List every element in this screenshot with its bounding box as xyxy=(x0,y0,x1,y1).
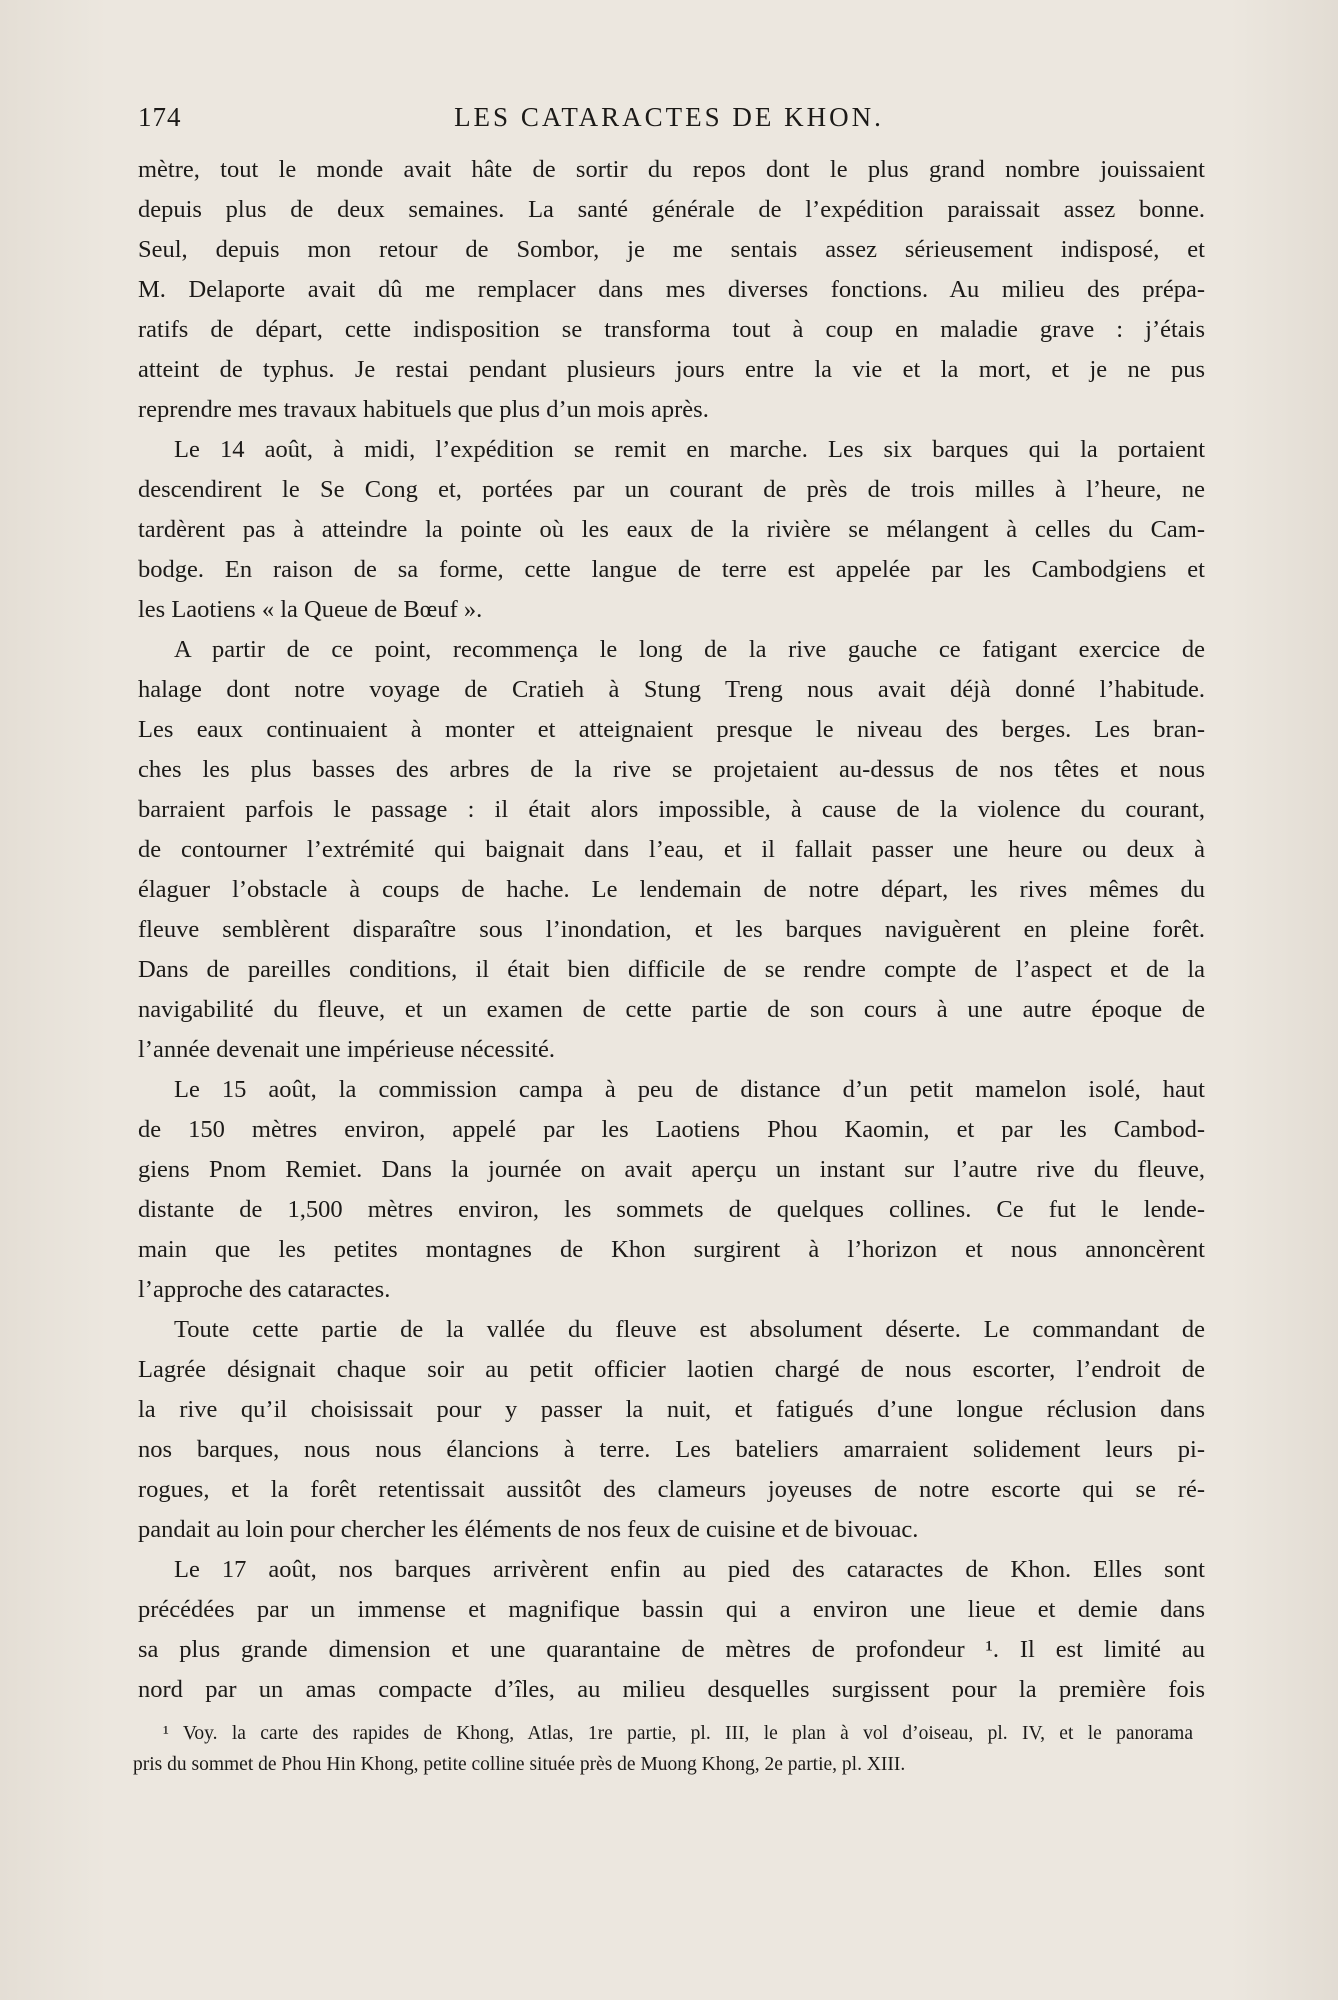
text-line: élaguer l’obstacle à coups de hache. Le lendemain de notre départ, les rives mêmes du xyxy=(138,876,1205,903)
paragraph xyxy=(138,150,1205,430)
footnote-line: ¹ Voy. la carte des rapides de Khong, Atlas, 1re partie, pl. III, le plan à vol d’oiseau, pl. IV, et le panorama xyxy=(163,1723,1193,1744)
text-line: ratifs de départ, cette indisposition se transforma tout à coup en maladie grave : j’étais xyxy=(138,316,1205,343)
text-line: Le 14 août, à midi, l’expédition se remit en marche. Les six barques qui la portaient xyxy=(174,436,1205,463)
text-line: giens Pnom Remiet. Dans la journée on avait aperçu un instant sur l’autre rive du fleuve, xyxy=(138,1156,1205,1183)
paragraph xyxy=(138,1070,1205,1310)
footnote-line: pris du sommet de Phou Hin Khong, petite colline située près de Muong Khong, 2e partie, pl. XIII. xyxy=(133,1754,906,1775)
text-line: l’année devenait une impérieuse nécessité. xyxy=(138,1036,555,1063)
text-line: descendirent le Se Cong et, portées par un courant de près de trois milles à l’heure, ne xyxy=(138,476,1205,503)
text-line: bodge. En raison de sa forme, cette langue de terre est appelée par les Cambodgiens et xyxy=(138,556,1205,583)
text-line: précédées par un immense et magnifique bassin qui a environ une lieue et demie dans xyxy=(138,1596,1205,1623)
text-line: barraient parfois le passage : il était alors impossible, à cause de la violence du courant, xyxy=(138,796,1205,823)
text-line: distante de 1,500 mètres environ, les sommets de quelques collines. Ce fut le lende- xyxy=(138,1196,1205,1223)
text-line: main que les petites montagnes de Khon surgirent à l’horizon et nous annoncèrent xyxy=(138,1236,1205,1263)
footnote xyxy=(133,1718,1193,1780)
text-line: fleuve semblèrent disparaître sous l’inondation, et les barques naviguèrent en pleine forêt. xyxy=(138,916,1205,943)
paragraph xyxy=(138,1310,1205,1550)
text-line: tardèrent pas à atteindre la pointe où les eaux de la rivière se mélangent à celles du Cam- xyxy=(138,516,1205,543)
text-line: sa plus grande dimension et une quarantaine de mètres de profondeur ¹. Il est limité au xyxy=(138,1636,1205,1663)
text-line: nord par un amas compacte d’îles, au milieu desquelles surgissent pour la première fois xyxy=(138,1676,1205,1703)
body-text xyxy=(138,150,1205,1710)
text-line: Dans de pareilles conditions, il était bien difficile de se rendre compte de l’aspect et de la xyxy=(138,956,1205,983)
running-head: LES CATARACTES DE KHON. xyxy=(454,102,884,132)
page-number: 174 xyxy=(138,102,182,132)
text-line: l’approche des cataractes. xyxy=(138,1276,391,1303)
text-line: Les eaux continuaient à monter et atteignaient presque le niveau des berges. Les bran- xyxy=(138,716,1205,743)
text-line: halage dont notre voyage de Cratieh à Stung Treng nous avait déjà donné l’habitude. xyxy=(138,676,1205,703)
text-line: pandait au loin pour chercher les éléments de nos feux de cuisine et de bivouac. xyxy=(138,1516,919,1543)
text-line: A partir de ce point, recommença le long de la rive gauche ce fatigant exercice de xyxy=(174,636,1205,663)
text-line: Le 17 août, nos barques arrivèrent enfin au pied des cataractes de Khon. Elles sont xyxy=(174,1556,1205,1583)
text-line: navigabilité du fleuve, et un examen de cette partie de son cours à une autre époque de xyxy=(138,996,1205,1023)
text-line: nos barques, nous nous élancions à terre. Les bateliers amarraient solidement leurs pi- xyxy=(138,1436,1205,1463)
text-line: rogues, et la forêt retentissait aussitôt des clameurs joyeuses de notre escorte qui se ré- xyxy=(138,1476,1205,1503)
text-line: reprendre mes travaux habituels que plus d’un mois après. xyxy=(138,396,709,423)
text-line: M. Delaporte avait dû me remplacer dans mes diverses fonctions. Au milieu des prépa- xyxy=(138,276,1205,303)
paragraph xyxy=(138,1550,1205,1710)
text-line: Toute cette partie de la vallée du fleuve est absolument déserte. Le commandant de xyxy=(174,1316,1205,1343)
text-line: Lagrée désignait chaque soir au petit officier laotien chargé de nous escorter, l’endroit de xyxy=(138,1356,1205,1383)
text-line: ches les plus basses des arbres de la rive se projetaient au-dessus de nos têtes et nous xyxy=(138,756,1205,783)
text-line: atteint de typhus. Je restai pendant plusieurs jours entre la vie et la mort, et je ne pus xyxy=(138,356,1205,383)
text-line: les Laotiens « la Queue de Bœuf ». xyxy=(138,596,483,623)
text-line: de contourner l’extrémité qui baignait dans l’eau, et il fallait passer une heure ou deux à xyxy=(138,836,1205,863)
text-line: mètre, tout le monde avait hâte de sortir du repos dont le plus grand nombre jouissaient xyxy=(138,156,1205,183)
text-line: de 150 mètres environ, appelé par les Laotiens Phou Kaomin, et par les Cambod- xyxy=(138,1116,1205,1143)
text-line: Seul, depuis mon retour de Sombor, je me sentais assez sérieusement indisposé, et xyxy=(138,236,1205,263)
text-line: depuis plus de deux semaines. La santé générale de l’expédition paraissait assez bonne. xyxy=(138,196,1205,223)
text-line: Le 15 août, la commission campa à peu de distance d’un petit mamelon isolé, haut xyxy=(174,1076,1205,1103)
paragraph xyxy=(138,430,1205,630)
paragraph xyxy=(138,630,1205,1070)
text-line: la rive qu’il choisissait pour y passer la nuit, et fatigués d’une longue réclusion dans xyxy=(138,1396,1205,1423)
